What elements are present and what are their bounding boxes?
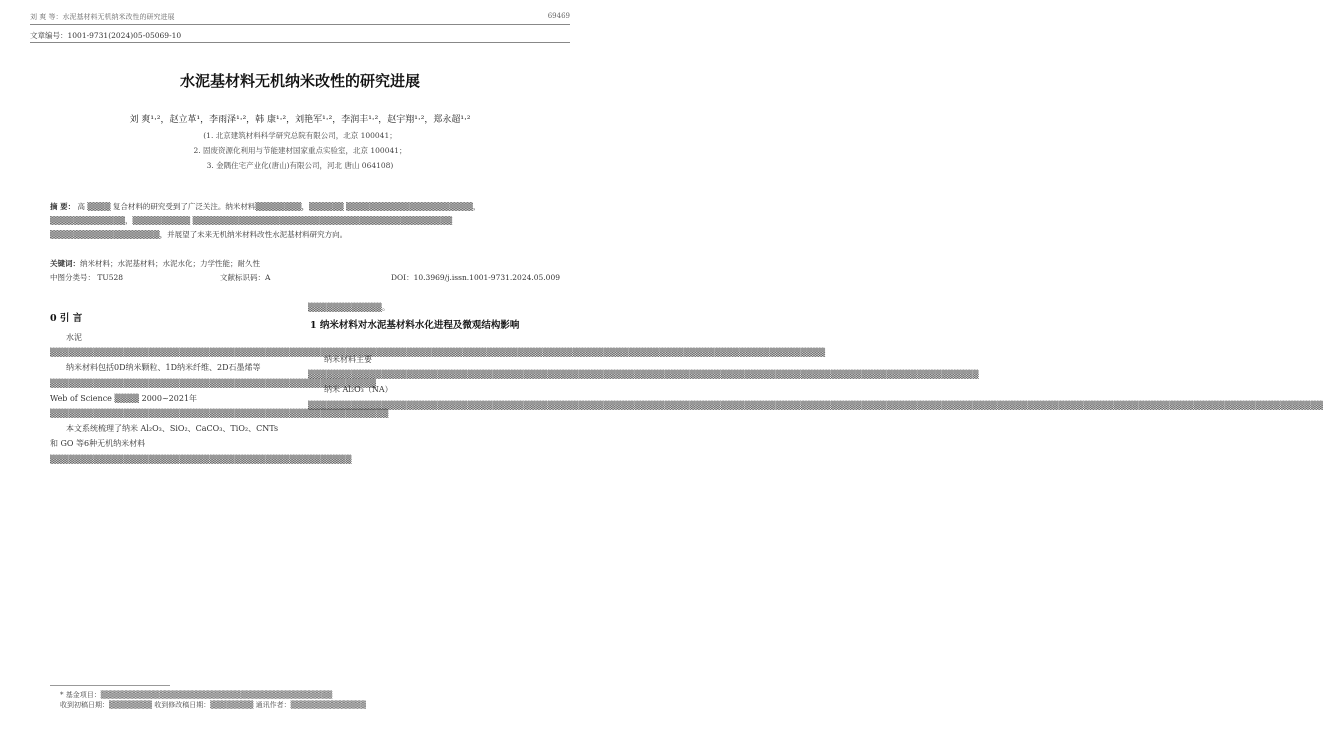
author-list: 刘 爽¹·²，赵立革¹，李雨泽¹·²，韩 康¹·²，刘艳军¹·²，李润丰¹·²，赵宇翔¹·²，郑永超¹·² <box>129 115 471 125</box>
funding-note: * 基金项目：▒▒▒▒▒▒▒▒▒▒▒▒▒▒▒▒▒▒▒▒▒▒▒▒▒▒▒▒▒▒▒▒▒▒▒▒▒▒▒▒▒▒▒ <box>60 691 333 699</box>
affiliations <box>30 128 570 173</box>
running-header-text: 刘 爽 等：水泥基材料无机纳米改性的研究进展 <box>30 13 175 21</box>
section-1-heading: 1 纳米材料对水泥基材料水化进程及微观结构影响 <box>310 320 520 331</box>
affiliation-2: 2. 固废资源化利用与节能建材国家重点实验室，北京 100041； <box>193 146 407 155</box>
article-id: 文章编号：1001-9731(2024)05-05069-10 <box>30 31 182 40</box>
keywords <box>50 258 560 269</box>
abstract <box>50 200 560 242</box>
abstract-line: ▒▒▒▒▒▒▒▒▒▒▒▒▒▒▒▒▒▒▒▒▒▒，▒▒▒▒▒▒▒▒▒▒▒▒▒，▒▒▒▒▒▒▒▒▒▒ <box>50 202 481 225</box>
affiliation-3: 3. 金隅住宅产业化(唐山)有限公司，河北 唐山 064108) <box>206 161 394 170</box>
footnote <box>60 690 560 710</box>
clc-number: 中图分类号： TU528 <box>50 273 124 282</box>
dates-note: 收到初稿日期：▒▒▒▒▒▒▒▒ 收到修改稿日期：▒▒▒▒▒▒▒▒ 通讯作者：▒▒▒▒▒▒▒▒▒▒▒▒▒▒ <box>60 701 366 709</box>
paragraph: 纳米 Al₂O₃（NA）▒▒▒▒▒▒▒▒▒▒▒▒▒▒▒▒▒▒▒▒▒▒▒▒▒▒▒▒▒▒▒▒▒▒▒▒▒▒▒▒▒▒▒▒▒▒▒▒▒▒▒▒▒▒▒▒▒▒▒▒▒▒▒▒▒▒▒▒▒▒▒▒▒▒▒▒▒▒▒▒▒▒▒▒▒▒▒▒▒▒▒▒▒▒▒▒▒▒▒▒▒▒▒▒▒▒▒▒▒▒▒▒▒▒▒▒▒▒▒▒▒▒▒▒▒▒▒▒▒▒▒▒▒▒▒▒▒▒▒▒▒▒▒▒▒▒▒▒▒▒▒▒▒▒▒▒▒▒▒▒▒▒▒▒▒ <box>308 385 1323 410</box>
keywords-label: 关键词： <box>50 259 80 268</box>
keywords-text: 纳米材料；水泥基材料；水泥水化；力学性能；耐久性 <box>80 259 260 268</box>
section-0-heading: 0 引 言 <box>50 313 83 324</box>
page-number: 69469 <box>547 12 570 20</box>
paper-title: 水泥基材料无机纳米改性的研究进展 <box>179 72 420 90</box>
classification-line <box>50 272 560 284</box>
affiliation-1: (1. 北京建筑材料科学研究总院有限公司，北京 100041； <box>203 131 397 140</box>
abstract-label: 摘 要： <box>50 202 76 211</box>
paragraph: 水泥▒▒▒▒▒▒▒▒▒▒▒▒▒▒▒▒▒▒▒▒▒▒▒▒▒▒▒▒▒▒▒▒▒▒▒▒▒▒▒▒▒▒▒▒▒▒▒▒▒▒▒▒▒▒▒▒▒▒▒▒▒▒▒▒▒▒▒▒▒▒▒▒▒▒▒▒▒▒▒▒▒▒▒▒▒▒▒▒▒▒▒▒▒▒▒▒▒▒▒▒▒▒▒▒▒▒▒▒▒▒▒▒▒▒▒▒▒▒▒▒▒▒▒▒▒▒ <box>50 333 826 358</box>
footnote-rule <box>50 685 170 686</box>
abstract-line: ▒▒▒▒▒▒▒▒▒▒▒▒▒▒▒▒▒▒▒▒▒▒▒▒▒▒▒▒▒▒▒▒▒▒▒▒▒▒▒▒▒▒▒▒▒ <box>192 216 453 225</box>
paragraph: 本文系统梳理了纳米 Al₂O₃、SiO₂、CaCO₃、TiO₂、CNTs 和 GO 等6种无机纳米材料▒▒▒▒▒▒▒▒▒▒▒▒▒▒▒▒▒▒▒▒▒▒▒▒▒▒▒▒▒▒▒▒▒▒▒▒▒▒▒▒▒▒▒▒▒▒▒▒▒ <box>50 424 352 464</box>
header-rule-2 <box>30 42 570 43</box>
running-header <box>30 12 174 22</box>
doi: DOI：10.3969/j.issn.1001-9731.2024.05.009 <box>391 273 560 282</box>
abstract-line: ▒▒▒▒▒▒▒▒▒▒▒▒▒▒▒▒▒▒▒，并展望了未来无机纳米材料改性水泥基材料研究方向。 <box>50 230 348 239</box>
right-column <box>308 352 1323 413</box>
document-code: 文献标识码：A <box>220 273 271 282</box>
right-column-top: ▒▒▒▒▒▒▒▒▒▒▒▒。 <box>308 303 390 312</box>
header-rule <box>30 24 570 25</box>
abstract-line: 高 ▒▒▒▒ 复合材料的研究受到了广泛关注。纳米材料▒▒▒▒▒▒▒▒，▒▒▒▒▒▒ <box>77 202 344 211</box>
paragraph: 纳米材料包括0D纳米颗粒、1D纳米纤维、2D石墨烯等▒▒▒▒▒▒▒▒▒▒▒▒▒▒▒▒▒▒▒▒▒▒▒▒▒▒▒▒▒▒▒▒▒▒▒▒▒▒▒▒▒▒▒▒▒▒▒▒▒▒▒▒▒ Web of Science ▒▒▒▒ 2000~2021年 ▒▒▒▒▒▒▒▒▒▒▒▒▒▒▒▒▒▒▒▒▒▒▒▒▒▒▒▒▒▒▒▒▒▒▒▒▒▒▒▒▒▒▒▒▒▒▒▒▒▒▒▒▒▒▒ <box>50 363 389 419</box>
paragraph: 纳米材料主要▒▒▒▒▒▒▒▒▒▒▒▒▒▒▒▒▒▒▒▒▒▒▒▒▒▒▒▒▒▒▒▒▒▒▒▒▒▒▒▒▒▒▒▒▒▒▒▒▒▒▒▒▒▒▒▒▒▒▒▒▒▒▒▒▒▒▒▒▒▒▒▒▒▒▒▒▒▒▒▒▒▒▒▒▒▒▒▒▒▒▒▒▒▒▒▒▒▒▒▒▒▒▒▒▒▒▒▒▒ <box>308 355 979 380</box>
